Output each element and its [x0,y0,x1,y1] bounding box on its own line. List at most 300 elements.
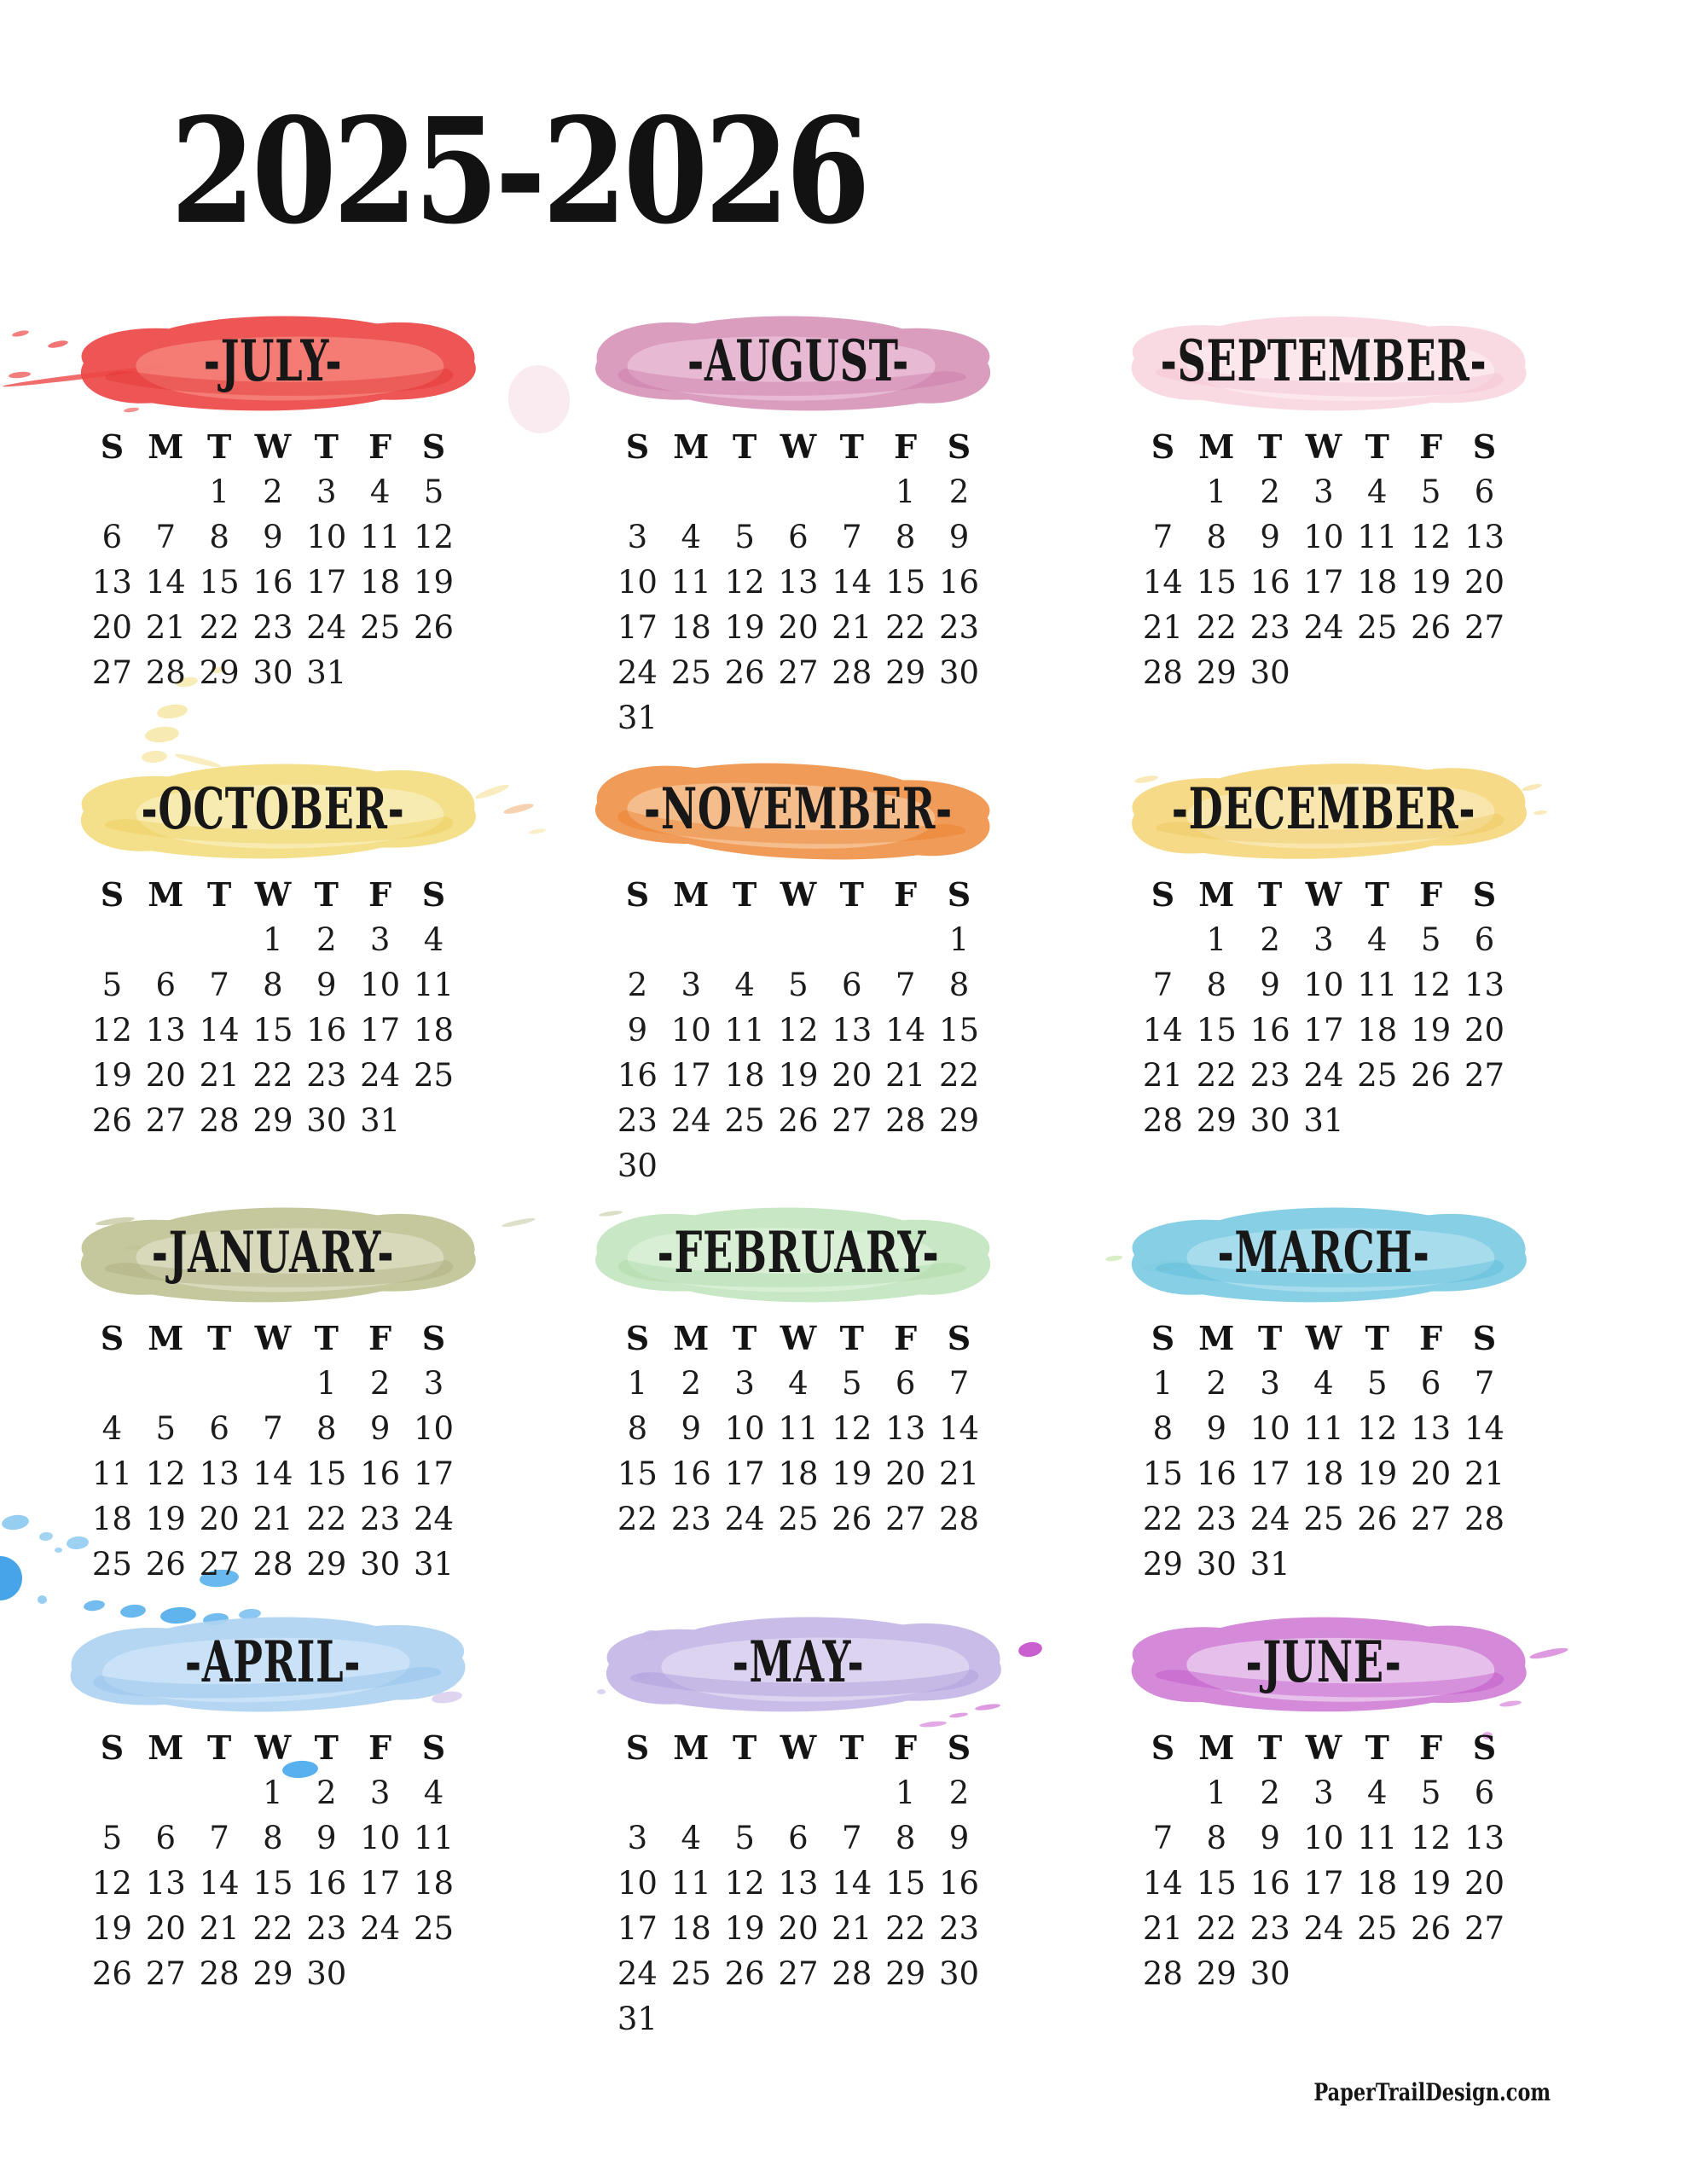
date-cell: 12 [1411,967,1452,1003]
week-row [1136,1770,1511,1815]
day-header-cell: W [780,874,817,914]
date-cell: 27 [145,1102,186,1139]
date-cell: 26 [724,654,765,691]
date-cell: 4 [369,473,391,510]
week-row [611,1496,986,1542]
date-cell: 25 [724,1102,765,1139]
empty-cell [353,650,407,695]
date-cell: 16 [1249,564,1290,601]
day-header-cell: S [947,427,971,466]
week-row [1136,962,1511,1008]
date-cell: 19 [1411,564,1452,601]
date-cell: 8 [1206,967,1227,1003]
week-row [85,560,461,605]
date-cell: 20 [145,1910,186,1947]
empty-cell [718,1770,772,1815]
date-cell: 1 [1206,921,1227,958]
empty-cell [611,1770,664,1815]
day-header-cell: F [894,1728,918,1767]
date-cell: 13 [145,1012,186,1048]
month-july [72,290,473,738]
date-cell: 3 [369,1774,391,1811]
date-cell: 10 [617,1865,658,1902]
day-header-row [85,871,461,917]
date-cell: 20 [778,1910,819,1947]
date-cell: 3 [627,1820,648,1856]
week-row [1136,514,1511,560]
date-cell: 1 [895,1774,916,1811]
date-cell: 22 [252,1910,293,1947]
splash-wrap [585,1199,1012,1306]
date-cell: 27 [1464,609,1505,646]
day-header-cell: F [1419,427,1443,466]
date-cell: 15 [252,1865,293,1902]
date-cell: 18 [1357,564,1398,601]
day-header-cell: M [673,427,710,466]
day-header-cell: M [148,1318,184,1357]
date-cell: 27 [91,654,132,691]
day-header-cell: S [947,1318,971,1357]
day-header-cell: F [1419,1318,1443,1357]
date-cell: 15 [885,564,926,601]
day-header-cell: S [100,874,125,914]
month-title: -AUGUST- [687,328,909,394]
date-cell: 26 [778,1102,819,1139]
date-cell: 8 [948,967,970,1003]
date-cell: 8 [263,1820,283,1856]
date-cell: 16 [1196,1455,1237,1492]
day-header-cell: T [206,1318,232,1357]
day-header-cell: S [1472,427,1497,466]
date-cell: 4 [1313,1365,1334,1402]
footer-credit: PaperTrailDesign.com [1313,2078,1551,2106]
date-cell: 29 [1196,1955,1237,1992]
day-header-cell: M [1198,1318,1235,1357]
empty-cell [1136,1770,1190,1815]
date-cell: 15 [938,1012,980,1048]
date-cell: 18 [778,1455,819,1492]
week-row [611,917,986,962]
empty-cell [1297,1951,1351,1996]
date-cell: 14 [938,1410,980,1447]
date-cell: 3 [316,473,337,510]
date-cell: 22 [938,1057,980,1094]
date-cell: 31 [617,2001,658,2037]
date-cell: 23 [670,1501,711,1537]
date-cell: 13 [145,1865,186,1902]
month-table [85,1315,461,1587]
date-cell: 1 [627,1365,648,1402]
date-cell: 15 [885,1865,926,1902]
date-cell: 9 [316,967,337,1003]
date-cell: 24 [724,1501,765,1537]
date-cell: 21 [145,609,186,646]
date-cell: 30 [1249,654,1290,691]
date-cell: 6 [101,519,123,555]
date-cell: 28 [885,1102,926,1139]
date-cell: 26 [91,1955,132,1992]
date-cell: 13 [832,1012,872,1048]
date-cell: 19 [145,1501,186,1537]
day-header-cell: T [206,427,232,466]
date-cell: 10 [670,1012,711,1048]
day-header-row [1136,871,1511,917]
date-cell: 23 [1249,609,1290,646]
month-may [598,1591,999,2042]
week-row [1136,1053,1511,1098]
week-row [611,650,986,695]
date-cell: 20 [199,1501,240,1537]
month-title: -JUNE- [1245,1629,1402,1695]
date-cell: 6 [155,1820,177,1856]
empty-cell [772,469,826,514]
date-cell: 19 [413,564,455,601]
date-cell: 15 [252,1012,293,1048]
date-cell: 4 [423,1774,444,1811]
date-cell: 18 [413,1865,455,1902]
week-row [85,1906,461,1951]
month-february [598,1182,999,1591]
month-table [85,423,461,695]
date-cell: 17 [724,1455,765,1492]
empty-cell [1350,1951,1404,1996]
date-cell: 22 [1196,609,1237,646]
month-september [1123,290,1524,738]
week-row [611,1053,986,1098]
week-row [611,1906,986,1951]
day-header-cell: S [947,1728,971,1767]
date-cell: 26 [1411,1910,1452,1947]
date-cell: 3 [1313,1774,1334,1811]
date-cell: 13 [199,1455,240,1492]
day-header-cell: F [894,427,918,466]
date-cell: 3 [1313,473,1334,510]
empty-cell [407,650,461,695]
date-cell: 18 [1303,1455,1344,1492]
date-cell: 24 [617,1955,658,1992]
date-cell: 26 [832,1501,872,1537]
day-header-cell: S [625,874,650,914]
day-header-row [611,1315,986,1361]
date-cell: 4 [788,1365,809,1402]
empty-cell [718,695,772,741]
date-cell: 17 [360,1012,401,1048]
date-cell: 26 [91,1102,132,1139]
date-cell: 9 [263,519,283,555]
date-cell: 12 [1411,1820,1452,1856]
date-cell: 21 [1142,1057,1183,1094]
empty-cell [878,1996,932,2042]
date-cell: 8 [316,1410,337,1447]
date-cell: 20 [778,609,819,646]
date-cell: 27 [778,654,819,691]
date-cell: 14 [199,1012,240,1048]
empty-cell [193,1770,246,1815]
week-row [1136,1951,1511,1996]
date-cell: 19 [832,1455,872,1492]
date-cell: 19 [1411,1012,1452,1048]
empty-cell [772,1996,826,2042]
date-cell: 5 [788,967,809,1003]
week-row [1136,1361,1511,1406]
week-row [85,1053,461,1098]
date-cell: 14 [1464,1410,1505,1447]
date-cell: 3 [627,519,648,555]
date-cell: 18 [1357,1012,1398,1048]
empty-cell [718,917,772,962]
week-row [611,1861,986,1906]
date-cell: 12 [832,1410,872,1447]
date-cell: 28 [1142,654,1183,691]
months-grid [72,290,1524,2042]
empty-cell [825,1770,878,1815]
date-cell: 9 [316,1820,337,1856]
date-cell: 16 [360,1455,401,1492]
date-cell: 27 [1411,1501,1452,1537]
day-header-cell: T [732,1318,757,1357]
day-header-cell: S [1472,1728,1497,1767]
day-header-cell: T [1365,1728,1389,1767]
date-cell: 18 [724,1057,765,1094]
empty-cell [825,917,878,962]
day-header-cell: T [1365,1318,1389,1357]
empty-cell [772,695,826,741]
week-row [1136,1008,1511,1053]
date-cell: 1 [209,473,229,510]
week-row [1136,1542,1511,1587]
date-cell: 17 [670,1057,711,1094]
week-row [611,1996,986,2042]
date-cell: 23 [617,1102,658,1139]
date-cell: 3 [423,1365,444,1402]
date-cell: 12 [778,1012,819,1048]
date-cell: 16 [617,1057,658,1094]
week-row [1136,1406,1511,1451]
date-cell: 7 [209,1820,229,1856]
day-header-cell: T [732,427,757,466]
date-cell: 25 [413,1057,455,1094]
date-cell: 23 [306,1910,347,1947]
watercolor-splatter [1,1513,30,1531]
date-cell: 24 [1303,1057,1344,1094]
date-cell: 1 [895,473,916,510]
month-march [1123,1182,1524,1591]
day-header-cell: T [1257,1318,1283,1357]
week-row [1136,605,1511,650]
date-cell: 25 [413,1910,455,1947]
date-cell: 13 [885,1410,926,1447]
empty-cell [718,469,772,514]
date-cell: 8 [209,519,229,555]
date-cell: 26 [1411,609,1452,646]
date-cell: 14 [1142,1865,1183,1902]
date-cell: 11 [778,1410,819,1447]
date-cell: 20 [1411,1455,1452,1492]
date-cell: 19 [91,1057,132,1094]
date-cell: 26 [724,1955,765,1992]
month-title: -JANUARY- [151,1219,395,1286]
date-cell: 29 [1196,654,1237,691]
day-header-cell: M [148,427,184,466]
day-header-row [85,1724,461,1770]
date-cell: 16 [306,1012,347,1048]
date-cell: 13 [1411,1410,1452,1447]
date-cell: 6 [842,967,862,1003]
month-table [1136,1315,1511,1587]
date-cell: 22 [199,609,240,646]
date-cell: 25 [1357,609,1398,646]
date-cell: 25 [1357,1910,1398,1947]
day-header-cell: S [1472,1318,1497,1357]
date-cell: 17 [413,1455,455,1492]
day-header-cell: F [1419,1728,1443,1767]
date-cell: 14 [885,1012,926,1048]
date-cell: 9 [948,519,970,555]
month-table [611,1315,986,1542]
week-row [85,1770,461,1815]
day-header-cell: S [100,1728,125,1767]
date-cell: 12 [724,1865,765,1902]
date-cell: 30 [938,1955,980,1992]
empty-cell [193,917,246,962]
date-cell: 7 [209,967,229,1003]
day-header-cell: S [1151,874,1175,914]
date-cell: 6 [1474,1774,1495,1811]
date-cell: 18 [1357,1865,1398,1902]
empty-cell [1350,1098,1404,1143]
month-august [598,290,999,738]
date-cell: 29 [252,1955,293,1992]
date-cell: 7 [1474,1365,1495,1402]
date-cell: 29 [938,1102,980,1139]
date-cell: 11 [360,519,401,555]
splash-wrap [60,307,486,415]
date-cell: 14 [1142,1012,1183,1048]
date-cell: 29 [306,1546,347,1583]
date-cell: 2 [1260,921,1280,958]
date-cell: 28 [1142,1955,1183,1992]
date-cell: 28 [938,1501,980,1537]
day-header-cell: T [1257,874,1283,914]
date-cell: 2 [627,967,648,1003]
empty-cell [139,1361,193,1406]
date-cell: 11 [413,967,455,1003]
date-cell: 27 [199,1546,240,1583]
date-cell: 9 [1260,967,1280,1003]
date-cell: 22 [1196,1057,1237,1094]
day-header-cell: W [254,427,292,466]
day-header-cell: F [1419,874,1443,914]
week-row [85,1542,461,1587]
date-cell: 5 [101,967,123,1003]
date-cell: 9 [681,1410,702,1447]
day-header-cell: W [780,1728,817,1767]
date-cell: 25 [1357,1057,1398,1094]
week-row [611,514,986,560]
watercolor-splatter [55,1548,62,1553]
month-table [1136,423,1511,695]
month-table [611,871,986,1188]
page-title: 2025-2026 [171,86,867,257]
date-cell: 16 [1249,1012,1290,1048]
day-header-cell: S [100,1318,125,1357]
week-row [611,605,986,650]
date-cell: 14 [832,1865,872,1902]
week-row [611,1770,986,1815]
week-row [611,1406,986,1451]
date-cell: 30 [306,1955,347,1992]
date-cell: 10 [617,564,658,601]
watercolor-splatter [0,1556,22,1600]
date-cell: 25 [778,1501,819,1537]
week-row [611,1815,986,1861]
empty-cell [1350,650,1404,695]
date-cell: 21 [832,609,872,646]
day-header-cell: S [1151,1728,1175,1767]
date-cell: 3 [1313,921,1334,958]
date-cell: 11 [724,1012,765,1048]
date-cell: 4 [681,1820,702,1856]
month-title: -JULY- [203,328,343,394]
date-cell: 15 [199,564,240,601]
empty-cell [664,695,718,741]
day-header-cell: W [780,427,817,466]
date-cell: 4 [1367,1774,1388,1811]
date-cell: 18 [360,564,401,601]
day-header-cell: T [314,1318,339,1357]
empty-cell [772,1770,826,1815]
date-cell: 2 [1260,1774,1280,1811]
day-header-cell: T [839,874,864,914]
date-cell: 7 [1152,967,1174,1003]
date-cell: 5 [101,1820,123,1856]
date-cell: 16 [670,1455,711,1492]
date-cell: 15 [1142,1455,1183,1492]
day-header-cell: W [1305,874,1342,914]
date-cell: 9 [1260,519,1280,555]
splash-wrap [60,1199,486,1306]
date-cell: 16 [306,1865,347,1902]
day-header-row [1136,1315,1511,1361]
date-cell: 1 [263,1774,283,1811]
day-header-cell: F [894,874,918,914]
date-cell: 13 [778,564,819,601]
date-cell: 11 [1357,1820,1398,1856]
date-cell: 24 [1249,1501,1290,1537]
empty-cell [193,1361,246,1406]
date-cell: 30 [1249,1102,1290,1139]
month-table [85,871,461,1143]
date-cell: 2 [1206,1365,1227,1402]
day-header-cell: M [673,874,710,914]
date-cell: 4 [681,519,702,555]
date-cell: 25 [1303,1501,1344,1537]
empty-cell [1297,650,1351,695]
date-cell: 30 [1196,1546,1237,1583]
date-cell: 1 [948,921,970,958]
day-header-cell: S [100,427,125,466]
date-cell: 5 [734,1820,755,1856]
date-cell: 8 [1152,1410,1174,1447]
month-table [85,1724,461,1996]
date-cell: 5 [734,519,755,555]
week-row [611,962,986,1008]
empty-cell [878,917,932,962]
date-cell: 19 [91,1910,132,1947]
date-cell: 7 [895,967,916,1003]
week-row [85,1406,461,1451]
date-cell: 28 [145,654,186,691]
